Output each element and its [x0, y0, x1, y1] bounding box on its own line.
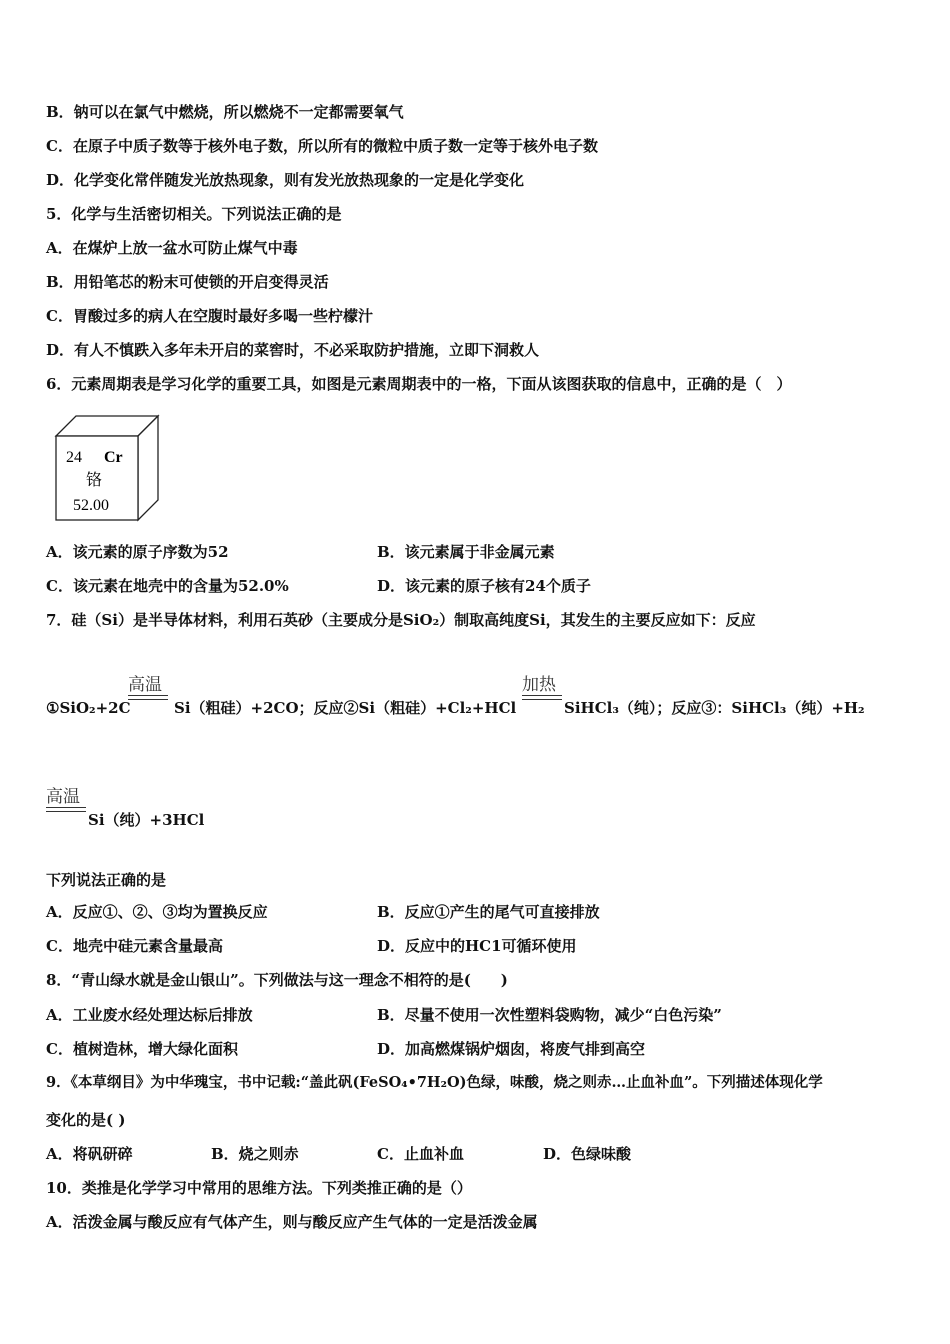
- q7-reaction-line-1: [46, 698, 865, 718]
- condition-high-temp-1: 高温: [128, 675, 168, 700]
- q4-option-d: D．化学变化常伴随发光放热现象，则有发光放热现象的一定是化学变化: [46, 171, 525, 189]
- q9-options-row: [46, 1144, 632, 1164]
- q7-option-a: A．反应①、②、③均为置换反应: [46, 903, 268, 921]
- condition-high-temp-2: 高温: [46, 787, 86, 812]
- q6-option-a: A．该元素的原子序数为52: [46, 543, 229, 561]
- q9-option-d: D．色绿味酸: [543, 1145, 632, 1163]
- q5-option-c: C．胃酸过多的病人在空腹时最好多喝一些柠檬汁: [46, 307, 373, 325]
- q7-options-row-1: [46, 902, 600, 922]
- q8-option-d: D．加高燃煤锅炉烟囱，将废气排到高空: [377, 1040, 646, 1058]
- element-mass: 52.00: [73, 497, 109, 514]
- q7-option-d: D．反应中的HC1可循环使用: [377, 937, 577, 955]
- q8-option-b: B．尽量不使用一次性塑料袋购物，减少“白色污染”: [377, 1006, 722, 1024]
- q5-stem: 5．化学与生活密切相关。下列说法正确的是: [46, 205, 342, 223]
- q8-option-a: A．工业废水经处理达标后排放: [46, 1006, 253, 1024]
- q7-question: 下列说法正确的是: [46, 871, 167, 889]
- q9-stem-line-1: 9．《本草纲目》为中华瑰宝，书中记载:“盖此矾(FeSO₄•7H₂O)色绿，味酸，烧之则赤…止血补血”。下列描述体现化学: [46, 1074, 823, 1091]
- q8-option-c: C．植树造林，增大绿化面积: [46, 1040, 238, 1058]
- q8-stem: 8．“青山绿水就是金山银山”。下列做法与这一理念不相符的是( ): [46, 971, 508, 989]
- q6-options-row-1: [46, 542, 555, 562]
- q5-option-d: D．有人不慎跌入多年未开启的菜窖时，不必采取防护措施，立即下洞救人: [46, 341, 540, 359]
- q7-option-c: C．地壳中硅元素含量最高: [46, 937, 223, 955]
- q9-option-a: A．将矾研碎: [46, 1145, 133, 1163]
- condition-heat: 加热: [522, 675, 562, 700]
- q4-option-b: B．钠可以在氯气中燃烧，所以燃烧不一定都需要氧气: [46, 103, 404, 121]
- q6-stem: 6．元素周期表是学习化学的重要工具，如图是元素周期表中的一格，下面从该图获取的信息中，正确的是（ ）: [46, 375, 792, 393]
- q6-options-row-2: [46, 576, 591, 596]
- q8-options-row-2: [46, 1039, 646, 1059]
- q9-stem-line-2: 变化的是( ): [46, 1111, 126, 1129]
- reaction3-right: Si（纯）+3HCl: [88, 811, 205, 829]
- element-cube-svg: [46, 414, 166, 524]
- q7-options-row-2: [46, 936, 577, 956]
- reaction2-right: SiHCl₃（纯）；反应③：SiHCl₃（纯）+H₂: [564, 699, 865, 717]
- q6-option-c: C．该元素在地壳中的含量为52.0%: [46, 577, 289, 595]
- q6-option-b: B．该元素属于非金属元素: [377, 543, 555, 561]
- q4-option-c: C．在原子中质子数等于核外电子数，所以所有的微粒中质子数一定等于核外电子数: [46, 137, 598, 155]
- q5-option-b: B．用铅笔芯的粉末可使锁的开启变得灵活: [46, 273, 329, 291]
- element-name: 铬: [86, 470, 103, 489]
- q10-stem: 10．类推是化学学习中常用的思维方法。下列类推正确的是（）: [46, 1179, 472, 1197]
- q5-option-a: A．在煤炉上放一盆水可防止煤气中毒: [46, 239, 298, 257]
- element-number: 24: [66, 449, 82, 466]
- reaction1-right: Si（粗硅）+2CO；反应②Si（粗硅）+Cl₂+HCl: [174, 699, 517, 717]
- q8-options-row-1: [46, 1005, 722, 1025]
- q6-option-d: D．该元素的原子核有24个质子: [377, 577, 591, 595]
- q7-stem: 7．硅（Si）是半导体材料，利用石英砂（主要成分是SiO₂）制取高纯度Si，其发生的主要反应如下：反应: [46, 611, 756, 629]
- element-cell-figure: [46, 414, 166, 528]
- element-symbol: Cr: [104, 449, 123, 466]
- reaction1-left: ①SiO₂+2C: [46, 699, 131, 717]
- q10-option-a: A．活泼金属与酸反应有气体产生，则与酸反应产生气体的一定是活泼金属: [46, 1213, 538, 1231]
- q9-option-b: B．烧之则赤: [211, 1145, 299, 1163]
- q7-option-b: B．反应①产生的尾气可直接排放: [377, 903, 600, 921]
- q9-option-c: C．止血补血: [377, 1145, 464, 1163]
